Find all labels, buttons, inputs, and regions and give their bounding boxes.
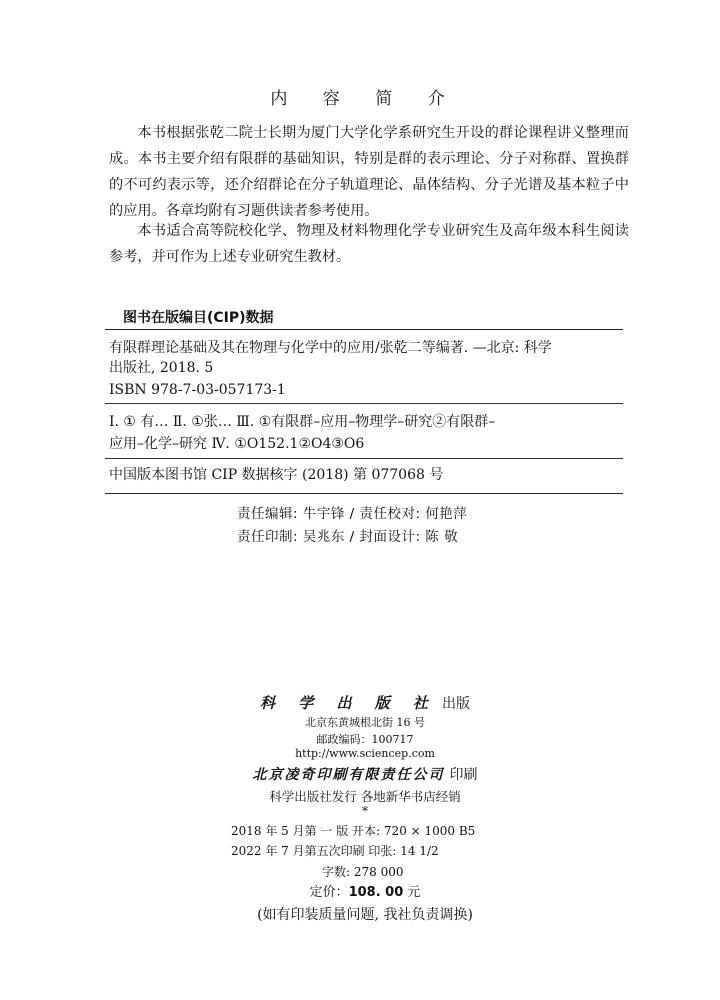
price-value: 108. 00: [348, 885, 404, 900]
cip-number: 中国版本图书馆 CIP 数据核字 (2018) 第 077068 号: [109, 467, 444, 483]
printer-line: [0, 764, 720, 784]
price-label: 定价：: [309, 885, 349, 900]
separator-star: *: [361, 803, 369, 818]
intro-paragraph-1: [109, 120, 629, 224]
edition-fifth-printing: 2022 年 7 月第五次印刷 印张: 14 1/2: [231, 844, 439, 858]
cip-classification-line-1: Ⅰ. ① 有… Ⅱ. ①张… Ⅲ. ①有限群–应用–物理学–研究②有限群–: [109, 414, 496, 430]
editors-line-1: 责任编辑: 牛宇锋 / 责任校对: 何艳萍: [237, 506, 468, 522]
publisher-address: 北京东黄城根北街 16 号: [305, 716, 425, 729]
word-count: 字数: 278 000: [322, 865, 404, 879]
cip-divider-1: [105, 403, 623, 404]
editors-line-2: 责任印制: 吴兆东 / 封面设计: 陈 敬: [237, 529, 459, 545]
publisher-postcode: 邮政编码：100717: [316, 733, 414, 746]
intro-text-2: 本书适合高等院校化学、物理及材料物理化学专业研究生及高年级本科生阅读参考，并可作为上述专业研究生教材。: [109, 223, 629, 265]
publisher-line: [0, 692, 720, 713]
edition-first: 2018 年 5 月第 一 版 开本: 720 × 1000 B5: [231, 824, 476, 838]
printer-name: 北京凌奇印刷有限责任公司: [252, 767, 445, 783]
publisher-url: http://www.sciencep.com: [295, 747, 435, 760]
cip-heading: 图书在版编目(CIP)数据: [123, 310, 274, 326]
publisher-name: 科 学 出 版 社: [260, 694, 437, 712]
intro-paragraph-2: [109, 218, 629, 270]
cip-divider-2: [105, 458, 623, 459]
quality-note: (如有印装质量问题, 我社负责调换): [257, 907, 473, 923]
printer-suffix: 印刷: [449, 767, 478, 783]
publisher-suffix: 出版: [441, 696, 470, 712]
cip-classification-line-2: 应用–化学–研究 Ⅳ. ①O152.1②O4③O6: [109, 436, 365, 452]
intro-text-1: 本书根据张乾二院士长期为厦门大学化学系研究生开设的群论课程讲义整理而成。本书主要介绍有限群的基础知识，特别是群的表示理论、分子对称群、置换群的不可约表示等，还介绍群论在分子轨道理论、晶体结构、分子光谱及基本粒子中的应用。各章均附有习题供读者参考使用。: [109, 125, 629, 219]
distribution-line: 科学出版社发行 各地新华书店经销: [269, 789, 461, 804]
price-line: [0, 881, 720, 900]
cip-bibliographic-line-2: 出版社, 2018. 5: [109, 360, 214, 376]
cip-bibliographic-line-1: 有限群理论基础及其在物理与化学中的应用/张乾二等编著. —北京: 科学: [109, 340, 552, 356]
cip-isbn: ISBN 978-7-03-057173-1: [109, 382, 286, 398]
price-unit: 元: [407, 885, 421, 900]
page-title: 内 容 简 介: [270, 89, 460, 109]
